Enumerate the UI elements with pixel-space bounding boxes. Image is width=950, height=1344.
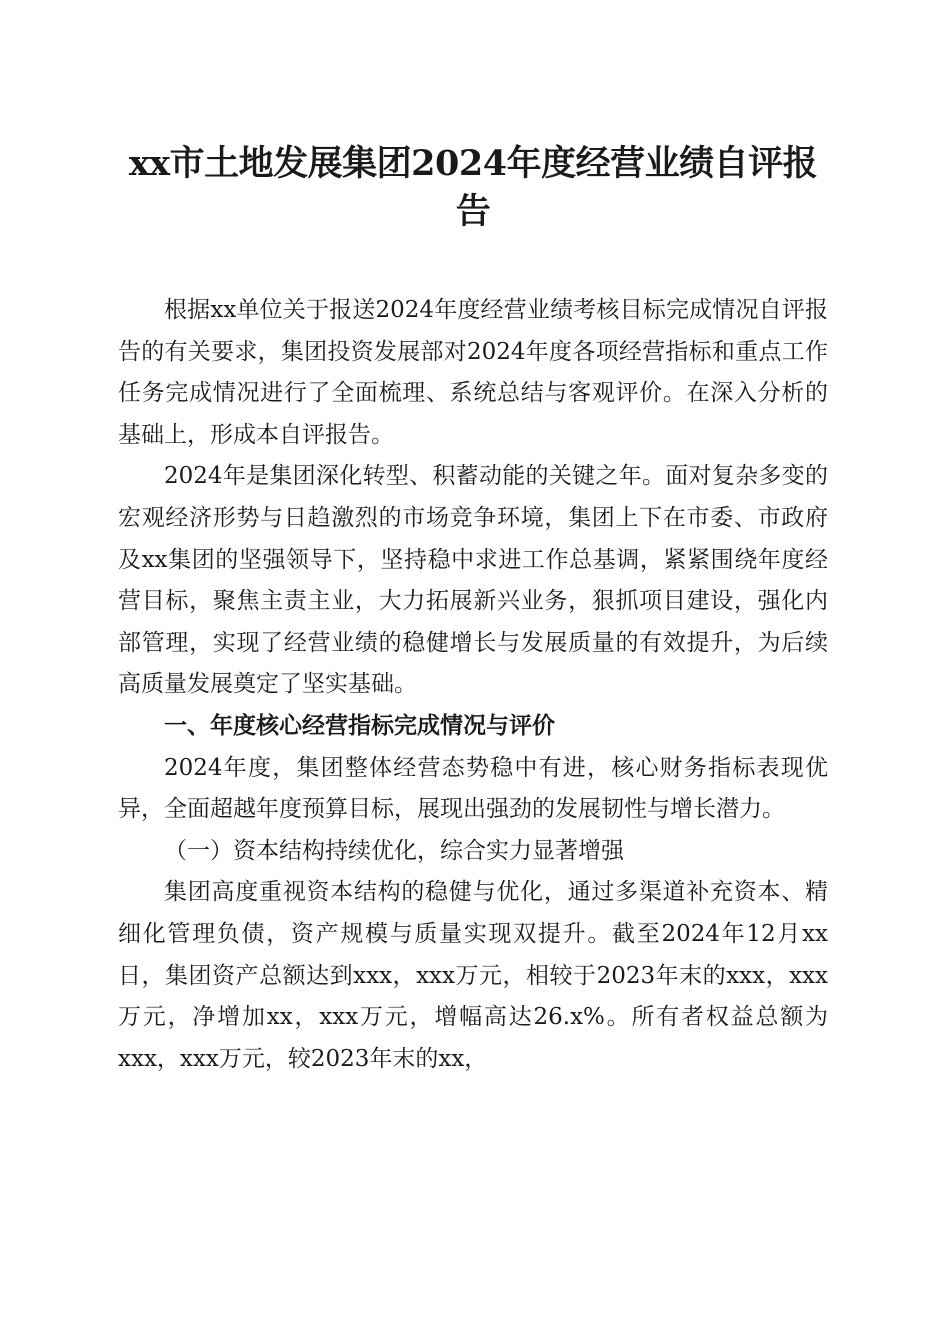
paragraph-capital-structure: 集团高度重视资本结构的稳健与优化，通过多渠道补充资本、精细化管理负债，资产规模与质量实现双提升。截至2024年12月xx日，集团资产总额达到xxx，xxx万元，相较于2023年末的xxx，xxx万元，净增加xx，xxx万元，增幅高达26.x%。所有者权益总额为xxx，xxx万元，较2023年末的xx， xyxy=(118,879,828,1072)
document-page xyxy=(118,140,828,1080)
document-body xyxy=(118,290,828,1080)
paragraph-section-1-summary: 2024年度，集团整体经营态势稳中有进，核心财务指标表现优异，全面超越年度预算目标，展现出强劲的发展韧性与增长潜力。 xyxy=(118,754,828,823)
subsection-heading-1: （一）资本结构持续优化，综合实力显著增强 xyxy=(164,837,624,864)
section-heading-1: 一、年度核心经营指标完成情况与评价 xyxy=(164,712,555,739)
document-title: xx市土地发展集团2024年度经营业绩自评报告 xyxy=(128,143,818,232)
paragraph-overview: 2024年是集团深化转型、积蓄动能的关键之年。面对复杂多变的宏观经济形势与日趋激烈的市场竞争环境，集团上下在市委、市政府及xx集团的坚强领导下，坚持稳中求进工作总基调，紧紧围绕年度经营目标，聚焦主责主业，大力拓展新兴业务，狠抓项目建设，强化内部管理，实现了经营业绩的稳健增长与发展质量的有效提升，为后续高质量发展奠定了坚实基础。 xyxy=(118,463,828,698)
paragraph-intro: 根据xx单位关于报送2024年度经营业绩考核目标完成情况自评报告的有关要求，集团投资发展部对2024年度各项经营指标和重点工作任务完成情况进行了全面梳理、系统总结与客观评价。在深入分析的基础上，形成本自评报告。 xyxy=(118,297,828,448)
